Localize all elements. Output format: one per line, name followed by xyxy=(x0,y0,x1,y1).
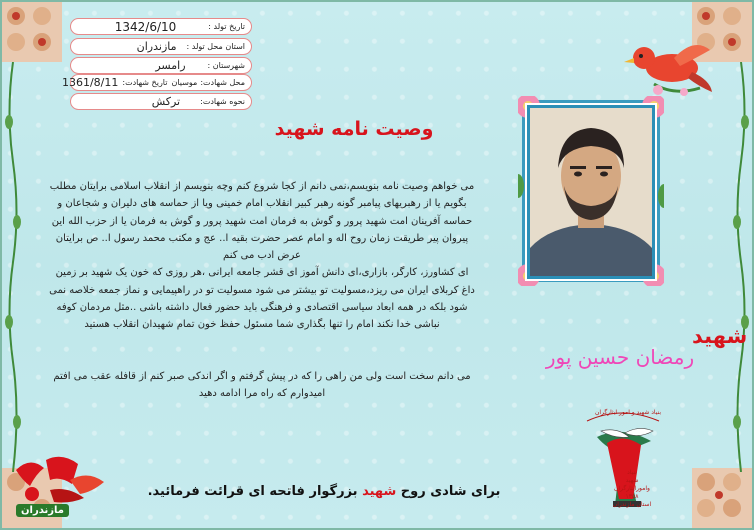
logo-line: وامورایثارگران xyxy=(614,485,650,492)
bird-icon xyxy=(614,32,714,102)
info-label: تاریخ شهادت: xyxy=(122,78,168,87)
will-line: پیروان پیر طریقت زمان روح اله و امام عصر حضرت بقیه ا.. عج و مکتب محمد رسول ا.. ص برایتان xyxy=(55,232,469,244)
logo-line: ۱۳۵۸ xyxy=(625,493,639,500)
info-label: تاریخ تولد : xyxy=(208,22,245,31)
info-birth-date xyxy=(70,18,252,35)
brand-region-tag: مازندران xyxy=(16,504,69,517)
portrait-icon xyxy=(530,108,652,276)
logo-bottom-text xyxy=(602,469,662,509)
info-label: استان محل تولد : xyxy=(186,42,245,51)
shahid-label: شهید xyxy=(692,324,748,348)
vine-border-left xyxy=(4,62,22,472)
closing-line: می دانم سخت است ولی من راهی را که در پیش گرفتم و اگر اندکی صبر کنم از قافله عقب می افتم xyxy=(53,371,471,382)
will-line: ای کشاورز، کارگر، بازاری،ای دانش آموز ای قشر جامعه ایرانی ،هر روزی که خون یک شهید بر زمین xyxy=(55,267,469,279)
corner-ornament-top-left xyxy=(2,2,62,62)
closing-line: امیدوارم که راه مرا ادامه دهید xyxy=(198,388,326,399)
logo-top-text: بنیاد شهید و امور ایثارگران xyxy=(594,409,662,416)
will-line: حماسه آفرینان امت شهید پرور و گوش به فرمان امت شهید پرور و گوش به فرمان یا از حزب الله این xyxy=(51,215,473,227)
martyr-name: رمضان حسین پور xyxy=(545,345,695,369)
info-value: 1361/8/11 xyxy=(61,76,119,89)
will-line: داغ کربلای ایران می ریزد،مسولیت تو بیشتر می شود مسولیت تو در راهپیمایی و نماز جمعه خلاصه نمی xyxy=(49,284,475,296)
info-label: محل شهادت: xyxy=(200,78,245,87)
will-line: نباشی خدا نکند امام را تنها بگذاری شما مسئول حفظ خون تمام شهیدان انقلاب هستید xyxy=(84,319,440,331)
will-line: شود بلکه در همه ابعاد سیاسی اقتصادی و فرهنگی باید حضور فعال داشته باشی ..مثل مردمان کوفه xyxy=(56,302,468,314)
info-city xyxy=(70,57,252,74)
info-value: رامسر xyxy=(155,59,186,72)
closing-text xyxy=(22,368,502,402)
info-label: نحوه شهادت: xyxy=(200,97,245,106)
info-martyrdom xyxy=(61,74,252,91)
footer-prayer-text xyxy=(110,484,538,499)
will-line: عرض ادب می کنم xyxy=(223,250,301,262)
info-label: شهرستان : xyxy=(207,61,245,70)
will-text xyxy=(22,178,502,334)
footer-part: برای شادی روح xyxy=(396,484,501,499)
will-line: بگویم یا از رهبریهای پیامبر گونه رهبر کبیر انقلاب امام خمینی ویا از حماسه های دلیران و شجاعان و xyxy=(57,198,467,210)
martyr-photo xyxy=(530,108,652,276)
info-birth-province xyxy=(70,38,252,55)
will-line: می خواهم وصیت نامه بنویسم،نمی دانم از کجا شروع کنم وچه بنویسم از انقلاب اسلامی برایتان مطلب xyxy=(49,181,475,192)
vine-border-right xyxy=(732,62,750,472)
logo-line: استان مازندران xyxy=(612,501,652,508)
info-value: 1342/6/10 xyxy=(114,19,177,34)
info-value: ترکش xyxy=(151,95,181,108)
footer-highlight: شهید xyxy=(362,484,397,499)
will-title: وصیت نامه شهید xyxy=(274,118,434,140)
info-value: مازندران xyxy=(136,40,177,53)
info-martyrdom-type xyxy=(70,93,252,110)
logo-line: شهید xyxy=(625,477,639,484)
info-value: موسیان xyxy=(171,78,198,87)
corner-ornament-bottom-right xyxy=(692,468,752,528)
footer-part: بزرگوار فاتحه ای قرائت فرمائید. xyxy=(147,484,363,499)
logo-line: بنیاد xyxy=(627,469,637,476)
